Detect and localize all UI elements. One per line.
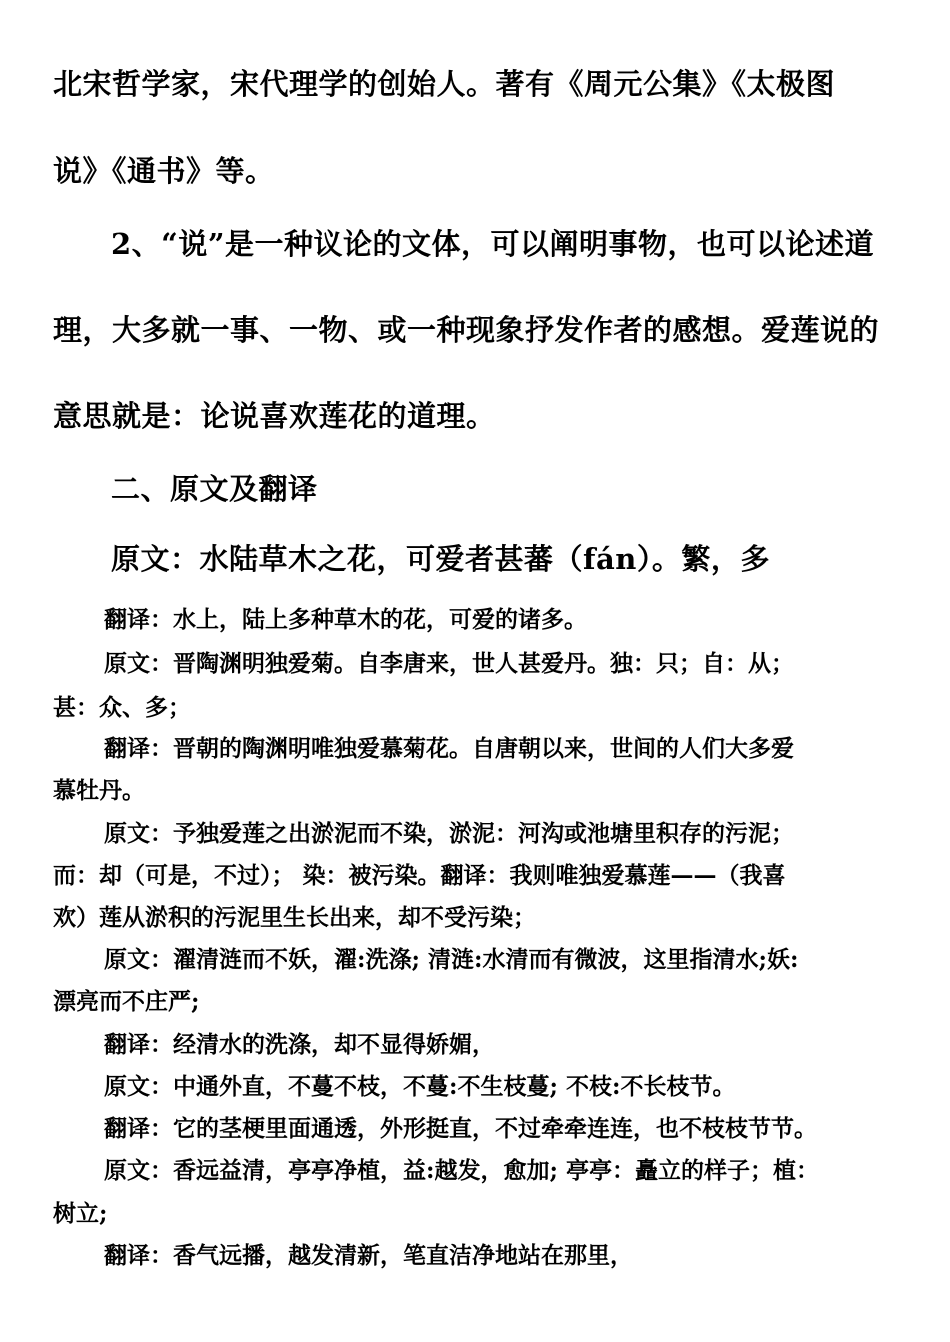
text-line: 原文：中通外直，不蔓不枝，不蔓:不生枝蔓; 不枝:不长枝节。 [104,1073,736,1100]
text-line: 北宋哲学家，宋代理学的创始人。著有《周元公集》《太极图 [53,67,836,101]
text-line: 意思就是：论说喜欢莲花的道理。 [53,399,496,433]
text-line: 翻译：晋朝的陶渊明唯独爱慕菊花。自唐朝以来，世间的人们大多爱 [104,735,794,762]
text-line: 漂亮而不庄严; [53,988,200,1015]
text-line: 欢）莲从淤积的污泥里生长出来，却不受污染； [53,904,536,931]
text-line: 翻译：它的茎梗里面通透，外形挺直，不过牵牵连连，也不枝枝节节。 [104,1115,817,1142]
section-heading: 二、原文及翻译 [111,472,318,506]
text-line: 理，大多就一事、一物、或一种现象抒发作者的感想。爱莲说的 [53,313,880,347]
text-line: 慕牡丹。 [53,777,145,804]
text-line: 而：却（可是，不过）； 染：被污染。翻译：我则唯独爱慕莲——（我喜 [53,862,786,889]
text-line: 甚：众、多； [53,694,191,721]
text-line: 翻译：水上，陆上多种草木的花，可爱的诸多。 [104,606,587,633]
text-line: 说》《通书》等。 [53,154,275,188]
text-line: 翻译：香气远播，越发清新，笔直洁净地站在那里， [104,1242,633,1269]
text-line: 原文：晋陶渊明独爱菊。自李唐来，世人甚爱丹。独：只；自：从； [104,650,794,677]
text-line: 2、“说”是一种议论的文体，可以阐明事物，也可以论述道 [111,227,875,261]
text-line: 原文：予独爱莲之出淤泥而不染，淤泥：河沟或池塘里积存的污泥； [104,820,794,847]
text-line: 翻译：经清水的洗涤，却不显得娇媚， [104,1031,495,1058]
text-line: 原文：濯清涟而不妖，濯:洗涤; 清涟:水清而有微波，这里指清水;妖: [104,946,799,973]
text-line: 原文：水陆草木之花，可爱者甚蕃（fán）。繁，多 [111,542,770,576]
text-line: 树立; [53,1200,108,1227]
text-line: 原文：香远益清，亭亭净植，益:越发，愈加; 亭亭：矗立的样子；植： [104,1157,819,1184]
